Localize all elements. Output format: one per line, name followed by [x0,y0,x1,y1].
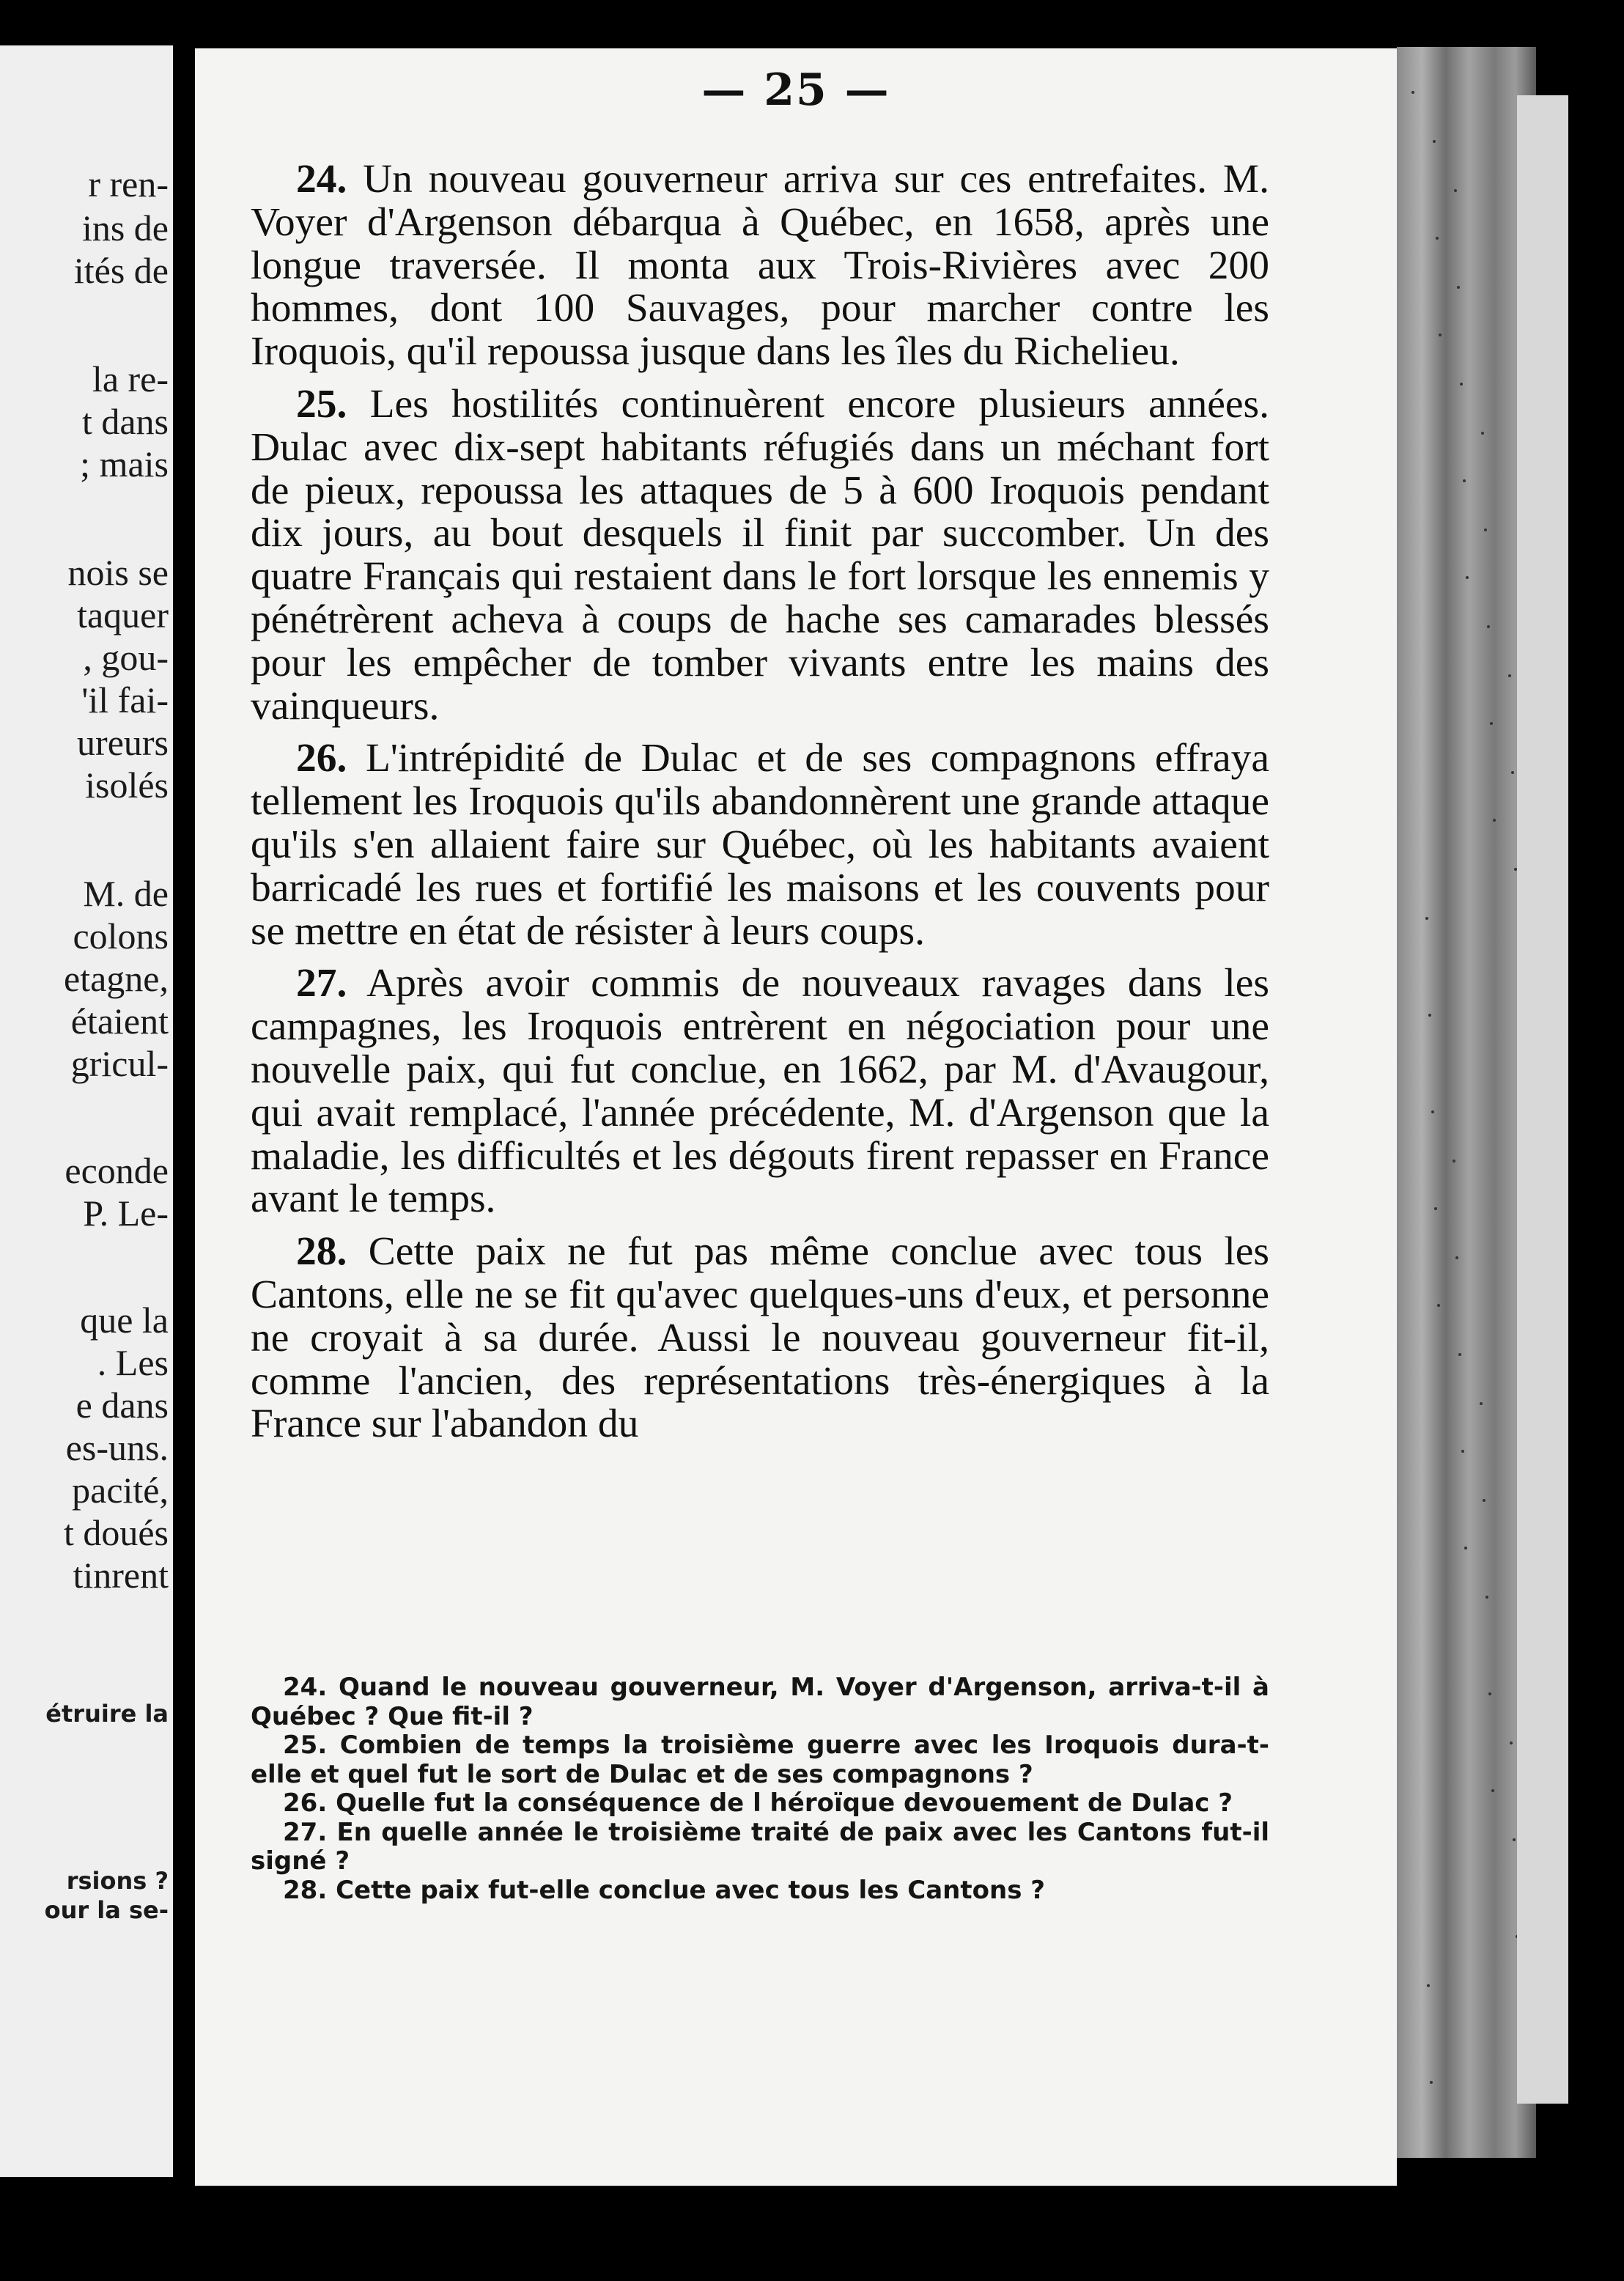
scan-speck [1490,722,1493,725]
paragraph-text: Un nouveau gouverneur arriva sur ces entrefaites. M. Voyer d'Argenson débarqua à Québec, en 1658, après une longue traversée. Il monta aux Trois-Rivières avec 200 hommes, dont 100 Sauvages, pour marcher contre les Iroquois, qu'il repoussa jusque dans les îles du Richelieu. [251,157,1269,375]
scan-speck [1464,1547,1467,1549]
questions-footnotes [251,1673,1269,1905]
scan-speck [1433,140,1436,143]
left-page-line: que la [80,1300,169,1341]
left-page-question-line: étruire la [45,1700,169,1728]
next-page-edge [1517,95,1568,2104]
paragraph-number: 27. [296,961,347,1006]
scan-speck [1458,1353,1461,1356]
paragraph-number: 25. [296,381,347,427]
scan-speck [1430,2081,1433,2084]
left-page-line: etagne, [64,958,169,999]
paragraph-text: L'intrépidité de Dulac et de ses compagnons effraya tellement les Iroquois qu'ils abandonnèrent une grande attaque qu'ils s'en allaient faire sur Québec, où les habitants avaient barricadé les rues et fortifié les maisons et les couvents pour se mettre en état de résister à leurs coups. [251,736,1269,954]
scan-speck [1511,771,1514,774]
paragraph [251,158,1269,374]
left-page-line: econde [64,1150,169,1191]
left-page-line: ins de [81,207,169,248]
study-question: 28. Cette paix fut-elle conclue avec tous les Cantons ? [283,1875,1045,1905]
scan-speck [1427,1984,1430,1987]
scan-speck [1460,383,1463,386]
left-page-line: e dans [75,1385,169,1426]
scan-speck [1434,1207,1437,1210]
scan-speck [1485,1596,1488,1599]
book-page [195,48,1397,2186]
left-page-fragment [0,45,173,2177]
left-page-line: gricul- [70,1043,169,1084]
scan-speck [1487,625,1490,628]
scan-speck [1480,1402,1483,1405]
scan-speck [1454,189,1457,192]
body-text [251,158,1269,1456]
left-page-line: pacité, [72,1470,169,1511]
scan-speck [1457,286,1460,289]
scan-speck [1510,1742,1513,1744]
scan-speck [1439,334,1442,336]
paragraph [251,1231,1269,1446]
scan-speck [1436,237,1439,240]
paragraph-number: 26. [296,736,347,781]
scan-speck [1455,1256,1458,1259]
left-page-line: nois se [67,552,169,593]
left-page-line: la re- [92,358,169,399]
paragraph [251,737,1269,953]
paragraph-text: Après avoir commis de nouveaux ravages dans les campagnes, les Iroquois entrèrent en négociation pour une nouvelle paix, qui fut conclue, en 1662, par M. d'Avaugour, qui avait remplacé, l'année précédente, M. d'Argenson que la maladie, les difficultés et les dégouts firent repasser en France avant le temps. [251,961,1269,1222]
left-page-line: taquer [77,594,169,635]
left-page-line: r ren- [88,163,169,204]
scan-speck [1484,528,1487,531]
study-question: 26. Quelle fut la conséquence de l héroïque devouement de Dulac ? [283,1788,1233,1818]
scan-speck [1461,1450,1464,1453]
left-page-line: ureurs [77,722,169,763]
left-page-line: colons [73,915,169,957]
left-page-line: . Les [97,1342,169,1383]
study-question: 27. En quelle année le troisième traité de paix avec les Cantons fut-il signé ? [251,1817,1269,1876]
scan-speck [1463,479,1466,482]
scan-speck [1466,576,1469,579]
scan-speck [1488,1692,1491,1695]
scan-speck [1481,432,1484,435]
scan-speck [1513,1838,1516,1841]
left-page-line: 'il fai- [81,679,169,721]
paragraph-text: Cette paix ne fut pas même conclue avec tous les Cantons, elle ne se fit qu'avec quelques-uns d'eux, et personne ne croyait à sa durée. Aussi le nouveau gouverneur fit-il, comme l'ancien, des représentations très-énergiques à la France sur l'abandon du [251,1229,1269,1447]
left-page-line: ités de [73,250,169,291]
scan-speck [1508,674,1511,677]
scan-speck [1411,91,1414,94]
left-page-line: , gou- [83,637,169,678]
left-page-line: es-uns. [65,1427,169,1468]
left-page-line: étaient [70,1001,169,1042]
scan-speck [1491,1789,1494,1792]
scan-speck [1428,1014,1431,1017]
scan-speck [1437,1304,1440,1307]
page-stack-edge [1397,47,1536,2158]
page-number: — 25 — [701,65,890,116]
paragraph [251,962,1269,1221]
left-page-line: isolés [85,764,169,806]
book-gutter [173,0,195,2281]
scan-speck [1453,1160,1455,1162]
study-question: 25. Combien de temps la troisième guerre avec les Iroquois dura-t-elle et quel fut le sort de Dulac et de ses compagnons ? [251,1731,1269,1789]
left-page-question-line: rsions ? [66,1867,169,1895]
left-page-line: t doués [63,1512,169,1553]
paragraph [251,383,1269,728]
scan-speck [1483,1499,1485,1502]
scan-speck [1493,819,1496,822]
left-page-line: M. de [83,873,169,914]
paragraph-number: 24. [296,157,347,202]
left-page-line: P. Le- [83,1193,169,1234]
left-page-question-line: our la se- [44,1896,169,1924]
paragraph-text: Les hostilités continuèrent encore plusieurs années. Dulac avec dix-sept habitants réfugiés dans un méchant fort de pieux, repoussa les attaques de 5 à 600 Iroquois pendant dix jours, au bout desquels il finit par succomber. Un des quatre Français qui restaient dans le fort lorsque les ennemis y pénétrèrent acheva à coups de hache ses camarades blessés pour les empêcher de tomber vivants entre les mains des vainqueurs. [251,381,1269,729]
paragraph-number: 28. [296,1229,347,1275]
left-page-line: t dans [81,401,169,442]
left-page-line: tinrent [73,1555,169,1596]
left-page-line: ; mais [80,443,169,484]
scan-speck [1425,917,1428,920]
study-question: 24. Quand le nouveau gouverneur, M. Voyer d'Argenson, arriva-t-il à Québec ? Que fit-il ? [251,1673,1269,1731]
scan-speck [1431,1110,1434,1113]
